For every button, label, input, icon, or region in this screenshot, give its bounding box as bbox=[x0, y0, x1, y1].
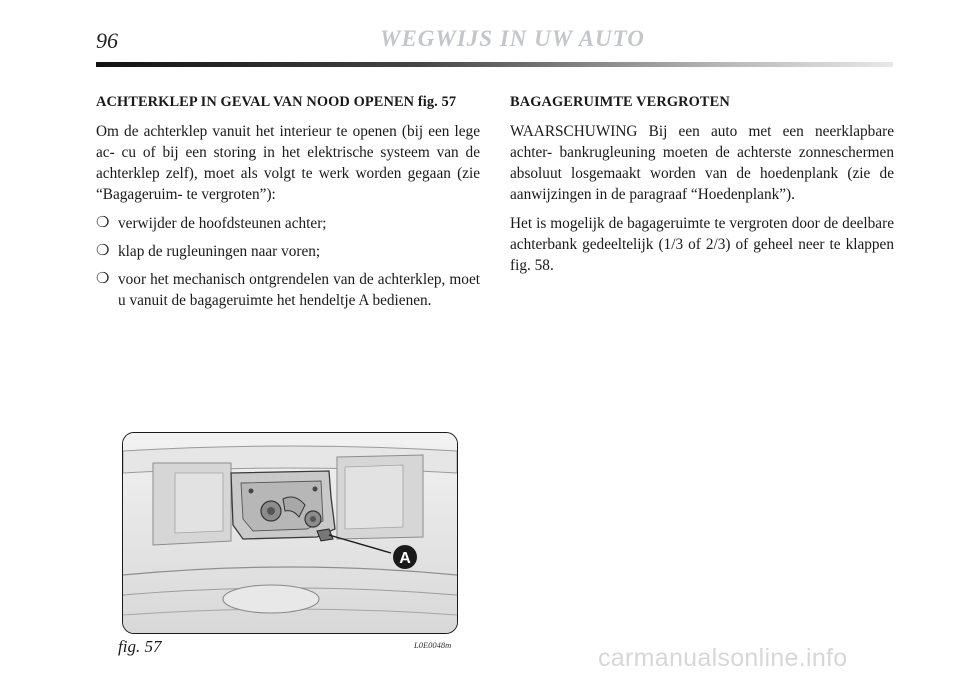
circle-bullet-icon: ❍ bbox=[96, 215, 110, 231]
figure-caption: fig. 57 bbox=[118, 637, 162, 656]
header-rule bbox=[96, 62, 893, 67]
enlarge-paragraph: Het is mogelijk de bagageruimte te vergroten door de deelbare achterbank gedeeltelijk (1/3 of 2/3) of geheel neer te klappen fig. 58. bbox=[510, 215, 894, 274]
list-item bbox=[96, 241, 480, 262]
callout-label-a: A bbox=[399, 550, 411, 567]
intro-paragraph: Om de achterklep vanuit het interieur te openen (bij een lege ac- cu of bij een storing in het elektrische systeem van de achterklep zelf), moet als volgt te werk worden gegaan (zie “Bagageruim- te vergroten”): bbox=[96, 123, 480, 203]
circle-bullet-icon: ❍ bbox=[96, 243, 110, 259]
section-heading-enlarge-luggage: BAGAGERUIMTE VERGROTEN bbox=[510, 94, 730, 110]
right-column bbox=[510, 92, 894, 284]
page-number: 96 bbox=[96, 28, 118, 53]
list-item bbox=[96, 213, 480, 234]
figure-code: L0E0048m bbox=[414, 640, 452, 650]
figure-57 bbox=[122, 432, 458, 634]
list-item-text: voor het mechanisch ontgrendelen van de achterklep, moet u vanuit de bagageruimte het hendeltje A bedienen. bbox=[118, 271, 480, 309]
warning-paragraph: WAARSCHUWING Bij een auto met een neerklapbare achter- bankrugleuning moeten de achterste zonneschermen absoluut losgemaakt worden van de hoedenplank (zie de aanwijzingen in de paragraaf “Hoedenplank”). bbox=[510, 123, 894, 203]
watermark: carmanualsonline.info bbox=[598, 644, 848, 672]
running-head: WEGWIJS IN UW AUTO bbox=[380, 26, 645, 51]
instruction-list bbox=[96, 213, 480, 311]
tailgate-lock-illustration bbox=[123, 433, 457, 633]
circle-bullet-icon: ❍ bbox=[96, 271, 110, 287]
list-item bbox=[96, 269, 480, 311]
left-column bbox=[96, 92, 480, 318]
list-item-text: klap de rugleuningen naar voren; bbox=[118, 243, 321, 260]
section-heading-emergency-tailgate: ACHTERKLEP IN GEVAL VAN NOOD OPENEN fig. 57 bbox=[96, 94, 457, 110]
list-item-text: verwijder de hoofdsteunen achter; bbox=[118, 215, 327, 232]
